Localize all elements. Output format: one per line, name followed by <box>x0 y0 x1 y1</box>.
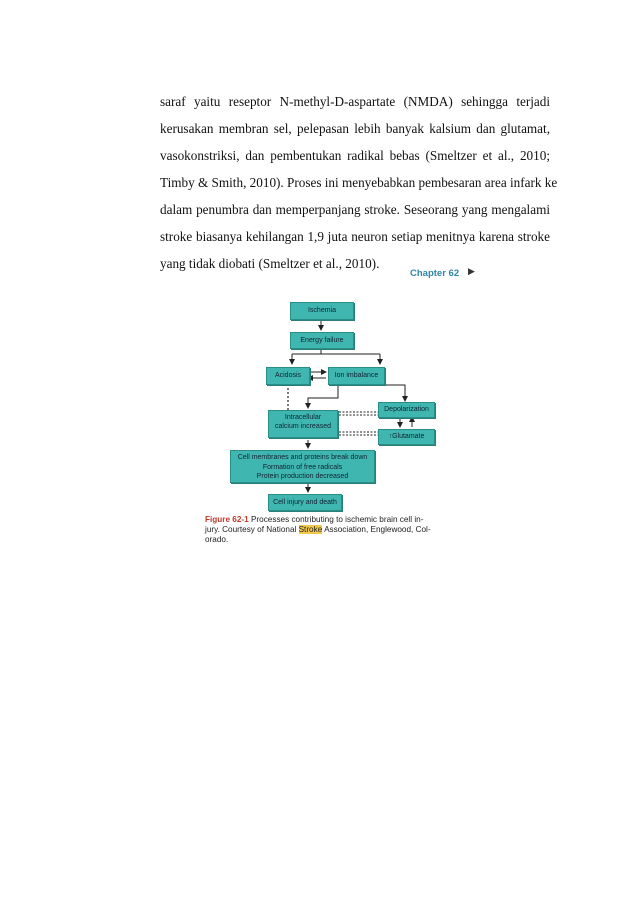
acidosis-label: Acidosis <box>274 372 302 379</box>
ischemia-flowchart-figure <box>200 264 490 564</box>
paragraph-line: Timby & Smith, 2010). Proses ini menyebabkan pembesaran area infark ke <box>160 175 558 190</box>
cell-membranes-label: Cell membranes and proteins break down <box>237 454 368 461</box>
paragraph-line: vasokonstriksi, dan pembentukan radikal bebas (Smeltzer et al., 2010; <box>160 148 550 163</box>
intracellular-calcium-box <box>268 410 338 438</box>
free-radicals-label: Formation of free radicals <box>262 463 343 471</box>
chapter-arrow-icon: ▶ <box>468 267 475 277</box>
protein-decreased-label: Protein production decreased <box>256 473 349 480</box>
acidosis-box <box>266 367 310 385</box>
caption-highlight: Stroke <box>298 525 323 534</box>
ion-imbalance-box <box>328 367 385 385</box>
paragraph-line: dalam penumbra dan memperpanjang stroke. Seseorang yang mengalami <box>160 202 550 217</box>
calcium-increased-label: calcium increased <box>274 423 332 430</box>
ischemia-box <box>290 302 354 320</box>
caption-text: orado. <box>205 535 229 544</box>
depolarization-label: Depolarization <box>384 406 429 413</box>
depolarization-box <box>378 402 435 418</box>
chapter-label: Chapter 62 <box>410 268 460 279</box>
glutamate-label: ↑Glutamate <box>388 433 425 440</box>
intracellular-label: Intracellular <box>284 414 322 421</box>
cell-injury-box <box>268 494 342 511</box>
body-paragraph <box>160 88 558 277</box>
ion-imbalance-label: Ion imbalance <box>334 372 379 379</box>
ischemia-label: Ischemia <box>307 307 336 314</box>
figure-number: Figure 62-1 <box>205 515 249 524</box>
paragraph-line: kerusakan membran sel, pelepasan lebih banyak kalsium dan glutamat, <box>160 121 550 136</box>
caption-text: Association, Englewood, Col- <box>322 525 431 534</box>
caption-text: Processes contributing to ischemic brain cell in- <box>248 515 424 524</box>
paragraph-line: yang tidak diobati (Smeltzer et al., 2010). <box>160 256 380 271</box>
energy-failure-box <box>290 332 354 349</box>
cell-injury-label: Cell injury and death <box>273 499 337 506</box>
figure-caption <box>205 515 475 545</box>
paragraph-line: saraf yaitu reseptor N-methyl-D-aspartate (NMDA) sehingga terjadi <box>160 94 550 109</box>
caption-text: jury. Courtesy of National <box>205 525 299 534</box>
energy-failure-label: Energy failure <box>300 337 344 344</box>
glutamate-box <box>378 429 435 445</box>
cell-breakdown-box <box>230 450 375 483</box>
paragraph-line: stroke biasanya kehilangan 1,9 juta neuron setiap menitnya karena stroke <box>160 229 550 244</box>
